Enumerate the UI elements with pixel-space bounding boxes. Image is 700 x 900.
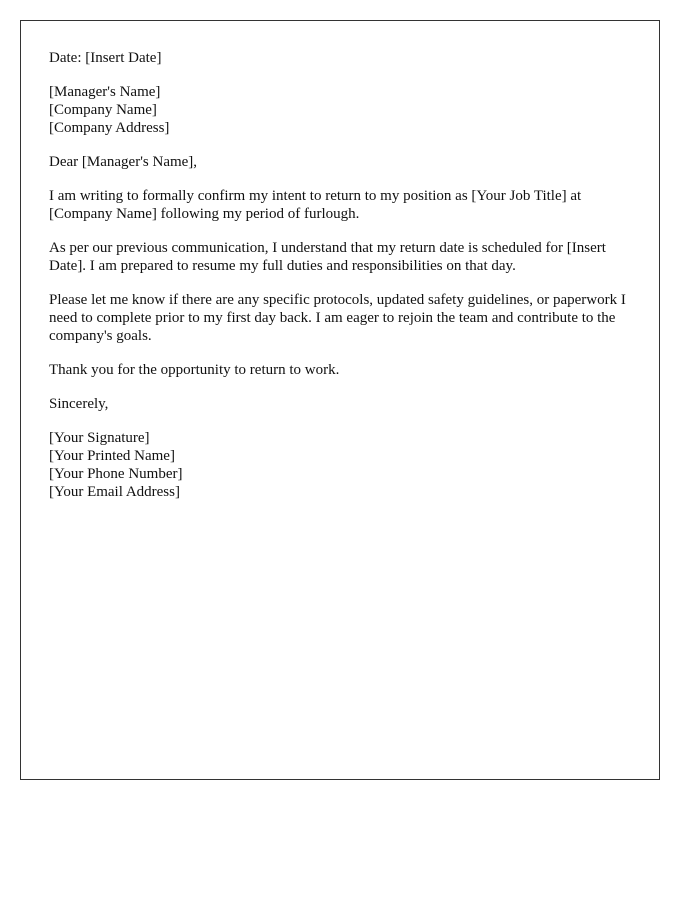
recipient-address: [Company Address]	[49, 120, 170, 136]
recipient-address-block	[49, 83, 631, 137]
body-paragraph-1: I am writing to formally confirm my intent to return to my position as [Your Job Title] at [Company Name] following my period of furlough.	[49, 188, 582, 222]
recipient-company: [Company Name]	[49, 102, 157, 118]
date-line: Date: [Insert Date]	[49, 50, 162, 66]
closing: Sincerely,	[49, 396, 109, 412]
recipient-name: [Manager's Name]	[49, 84, 161, 100]
letter-page	[20, 20, 660, 780]
signature: [Your Signature]	[49, 430, 150, 446]
email-address: [Your Email Address]	[49, 484, 180, 500]
body-paragraph-3: Please let me know if there are any specific protocols, updated safety guidelines, or paperwork I need to complete prior to my first day back. I am eager to rejoin the team and contribute to the company's goals.	[49, 292, 626, 344]
signature-block	[49, 429, 631, 501]
body-paragraph-2: As per our previous communication, I understand that my return date is scheduled for [Insert Date]. I am prepared to resume my full duties and responsibilities on that day.	[49, 240, 606, 274]
printed-name: [Your Printed Name]	[49, 448, 175, 464]
body-paragraph-4: Thank you for the opportunity to return to work.	[49, 362, 340, 378]
salutation: Dear [Manager's Name],	[49, 154, 198, 170]
phone-number: [Your Phone Number]	[49, 466, 183, 482]
